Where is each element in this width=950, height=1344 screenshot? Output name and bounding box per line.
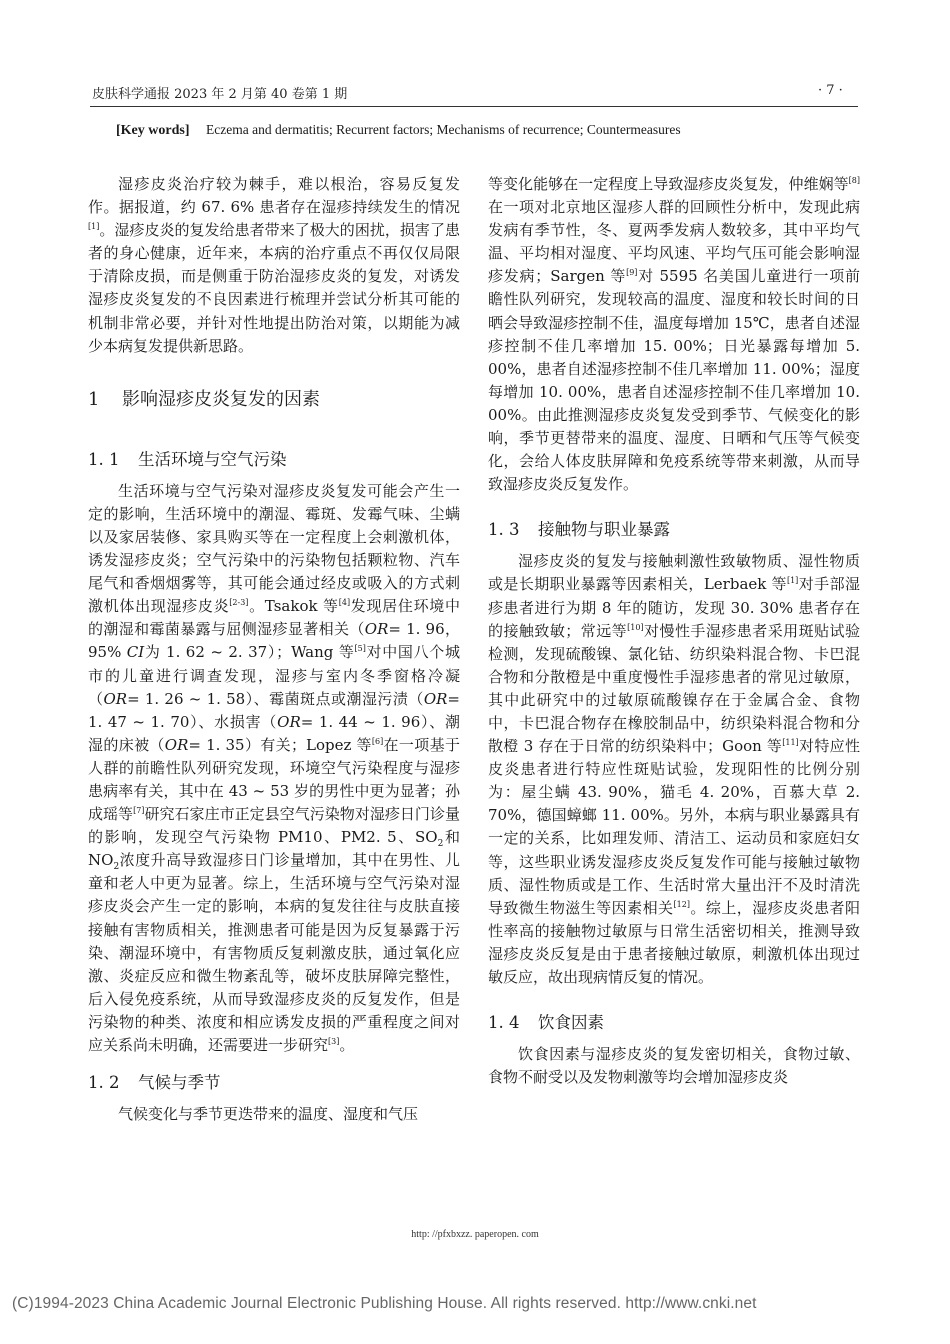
keywords-line [116,122,836,139]
section-1-3-paragraph: 湿疹皮炎的复发与接触刺激性致敏物质、湿性物质或是长期职业暴露等因素相关，Lerbaek 等[1]对手部湿疹患者进行为期 8 年的随访，发现 30. 30% 患者存在的接触致敏；常远等[10]对慢性手湿疹患者采用斑贴试验检测，发现硫酸镍、氯化钴、纺织染料混合物、卡巴混合物和分散橙是中重度慢性手湿疹患者的常见过敏原，其中此研究中的过敏原硫酸镍存在于金属合金、食物中，卡巴混合物存在橡胶制品中，纺织染料混合物和分散橙 3 存在于日常的纺织染料中；Goon 等[11]对特应性皮炎患者进行特应性斑贴试验，发现阳性的比例分别为：屋尘螨 43. 90%，猫毛 4. 20%，百慕大草 2. 70%，德国蟑螂 11. 00%。另外，本病与职业暴露具有一定的关系，比如理发师、清洁工、运动员和家庭妇女等，这些职业诱发湿疹皮炎反复发作可能与接触过敏物质、湿性物质或是工作、生活时常大量出汗不及时清洗导致微生物滋生等因素相关[12]。综上，湿疹皮炎患者阳性率高的接触物过敏原与日常生活密切相关，推测导致湿疹皮炎反复是由于患者接触过敏原，刺激机体出现过敏反应，故出现病情反复的情况。 [488,552,860,986]
section-1-2-paragraph-start: 气候变化与季节更迭带来的温度、湿度和气压 [118,1105,419,1124]
keywords-label: [Key words] [116,123,190,138]
section-1-heading: 1 影响湿疹皮炎复发的因素 [88,388,320,410]
ref-10[interactable]: [10] [627,622,644,632]
section-1-1-paragraph: 生活环境与空气污染对湿疹皮炎复发可能会产生一定的影响，生活环境中的潮湿、霉斑、发霉气味、尘螨以及家居装修、家具购买等在一定程度上会刺激机体，诱发湿疹皮炎；空气污染中的污染物包括颗粒物、汽车尾气和香烟烟雾等，其可能会通过经皮或吸入的方式刺激机体出现湿疹皮炎[2-3]。Tsakok 等[4]发现居住环境中的潮湿和霉菌暴露与屈侧湿疹显著相关（OR= 1. 96，95% CI为 1. 62 ~ 2. 37）；Wang 等[5]对中国八个城市的儿童进行调查发现，湿疹与室内冬季窗格冷凝（OR= 1. 26 ~ 1. 58）、霉菌斑点或潮湿污渍（OR= 1. 47 ~ 1. 70）、水损害（OR= 1. 44 ~ 1. 96）、潮湿的床被（OR= 1. 35）有关；Lopez 等[6]在一项基于人群的前瞻性队列研究发现，环境空气污染程度与湿疹患病率有关，其中在 43 ~ 53 岁的男性中更为显著；孙成瑶等[7]研究石家庄市正定县空气污染物对湿疹日门诊量的影响，发现空气污染物 PM10、PM2. 5、$SO_2$和 $NO_2$浓度升高导致湿疹日门诊量增加，其中在男性、儿童和老人中更为显著。综上，生活环境与空气污染对湿疹皮炎会产生一定的影响，本病的复发往往与皮肤直接接触有害物质相关，推测患者可能是因为反复暴露于污染、潮湿环境中，有害物质反复刺激皮肤，通过氧化应激、炎症反应和微生物紊乱等，破坏皮肤屏障完整性，后入侵免疫系统，从而导致湿疹皮炎的反复发作，但是污染物的种类、浓度和相应诱发皮损的严重程度之间对应关系尚未明确，还需要进一步研究[3]。 [88,481,460,1054]
journal-header: 皮肤科学通报 2023 年 2 月第 40 卷第 1 期 [92,87,348,102]
ref-6[interactable]: [6] [371,736,384,746]
ref-12[interactable]: [12] [673,899,690,909]
page-number: · 7 · [818,83,843,98]
section-1-2-heading: 1. 2 气候与季节 [88,1073,221,1093]
ref-1[interactable]: [1] [88,222,100,232]
ref-4[interactable]: [4] [338,598,351,608]
ref-2-3[interactable]: [2-3] [229,598,249,608]
footer-url[interactable]: http: //pfxbxzz. paperopen. com [411,1229,539,1240]
keywords-text: Eczema and dermatitis; Recurrent factors; Mechanisms of recurrence; Countermeasures [206,122,681,137]
ref-5[interactable]: [5] [354,644,366,654]
header-rule [90,106,858,107]
section-1-4-heading: 1. 4 饮食因素 [488,1013,604,1033]
left-column [88,173,460,1126]
section-1-3-heading: 1. 3 接触物与职业暴露 [488,520,670,540]
section-1-2-paragraph-cont: 等变化能够在一定程度上导致湿疹皮炎复发，仲维娴等[8]在一项对北京地区湿疹人群的回顾性分析中，发现此病发病有季节性，冬、夏两季发病人数较多，其中平均气温、平均相对湿度、平均风速、平均气压可能会影响湿疹发病；Sargen 等[9]对 5595 名美国儿童进行一项前瞻性队列研究，发现较高的温度、湿度和较长时间的日晒会导致湿疹控制不佳，温度每增加 15℃，患者自述湿疹控制不佳几率增加 15. 00%；日光暴露每增加 5. 00%，患者自述湿疹控制不佳几率增加 11. 00%；湿度每增加 10. 00%，患者自述湿疹控制不佳几率增加 10. 00%。由此推测湿疹皮炎复发受到季节、气候变化的影响，季节更替带来的温度、湿度、日晒和气压等气候变化，会给人体皮肤屏障和免疫系统等带来刺激，从而导致湿疹皮炎反复发作。 [488,175,860,494]
ref-3[interactable]: [3] [328,1037,340,1046]
ref-7[interactable]: [7] [133,806,145,816]
right-column [488,173,860,1089]
ref-8[interactable]: [8] [848,176,860,185]
copyright-notice: (C)1994-2023 China Academic Journal Electronic Publishing House. All rights reserved. http://www.cnki.net [12,1295,757,1312]
intro-paragraph: 湿疹皮炎治疗较为棘手，难以根治，容易反复发作。据报道，约 67. 6% 患者存在湿疹持续发生的情况[1]。湿疹皮炎的复发给患者带来了极大的困扰，损害了患者的身心健康，近年来，本病的治疗重点不再仅仅局限于清除皮损，而是侧重于防治湿疹皮炎的复发，对诱发湿疹皮炎复发的不良因素进行梳理并尝试分析其可能的机制非常必要，并针对性地提出防治对策，以期能为减少本病复发提供新思路。 [88,175,460,355]
section-1-4-paragraph: 饮食因素与湿疹皮炎的复发密切相关，食物过敏、食物不耐受以及发物刺激等均会增加湿疹皮炎 [488,1045,860,1087]
ref-1b[interactable]: [1] [786,576,799,586]
section-1-1-heading: 1. 1 生活环境与空气污染 [88,449,287,469]
ref-11[interactable]: [11] [782,738,799,748]
ref-9[interactable]: [9] [626,268,638,278]
